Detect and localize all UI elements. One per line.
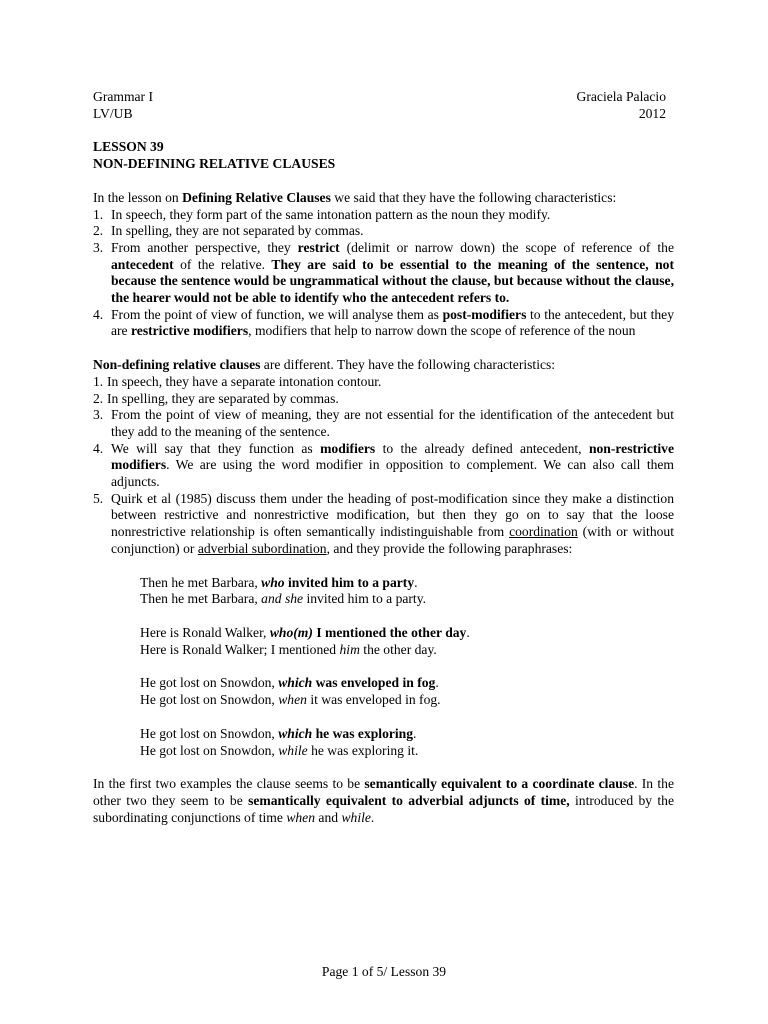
list-item (93, 240, 674, 307)
item-underlined: coordination (509, 524, 578, 540)
intro-paragraph (93, 190, 674, 207)
item-bold: post-modifiers (442, 306, 527, 322)
example-text: . (413, 725, 417, 741)
conclusion-italic: while (341, 809, 371, 825)
item-underlined: adverbial subordination (197, 540, 327, 556)
item-number: 2. (93, 390, 104, 406)
example-relative (140, 575, 674, 592)
lesson-topic: NON-DEFINING RELATIVE CLAUSES (93, 156, 336, 172)
example-text: He got lost on Snowdon, (140, 725, 279, 741)
item-bold: non-restrictive modifiers (111, 440, 674, 473)
intro-text: In the lesson on (93, 189, 183, 205)
conclusion-text: . In the other two they seem to be (93, 776, 674, 808)
relative-pronoun: who(m) (269, 624, 313, 640)
item-text: (delimit or narrow down) the scope of reference of the (339, 239, 675, 255)
example-text: . (414, 574, 418, 590)
course-name: Grammar I (93, 89, 154, 104)
conclusion-bold: semantically equivalent to adverbial adjuncts of time, (248, 792, 570, 808)
relative-pronoun: who (261, 574, 285, 590)
document-page (93, 89, 674, 826)
item-text: . We are using the word modifier in opposition to complement. We can also call them adjuncts. (111, 457, 674, 490)
list-item (93, 407, 674, 440)
item-number: 1. (93, 206, 104, 222)
example-text: . (435, 675, 439, 691)
relative-pronoun: which (278, 725, 313, 741)
example-italic: and she (261, 591, 304, 607)
list-item (93, 374, 674, 391)
example-text: Then he met Barbara, (140, 574, 262, 590)
author-name: Graciela Palacio (576, 89, 666, 104)
example-pair-4 (140, 726, 674, 759)
item-number: 5. (93, 490, 104, 506)
relative-pronoun: which (278, 675, 313, 691)
year: 2012 (638, 105, 666, 121)
example-text: Here is Ronald Walker, (140, 624, 270, 640)
example-text: it was enveloped in fog. (306, 692, 441, 708)
item-text: In speech, they have a separate intonation contour. (107, 373, 382, 389)
item-number: 2. (93, 223, 104, 239)
conclusion-text: introduced by the subordinating conjunctions of time (93, 792, 675, 825)
example-paraphrase (140, 692, 674, 709)
example-paraphrase (140, 743, 674, 760)
intro-text-2: we said that they have the following characteristics: (330, 189, 617, 205)
item-bold: restrict (297, 239, 340, 255)
example-paraphrase (140, 591, 674, 608)
list-item (93, 391, 674, 408)
example-text: the other day. (359, 641, 437, 657)
item-number: 1. (93, 373, 104, 389)
conclusion-italic: when (286, 809, 316, 825)
item-text: In spelling, they are separated by commas. (107, 390, 339, 406)
example-text: he was exploring it. (307, 742, 419, 758)
example-text: He got lost on Snowdon, (140, 692, 279, 708)
item-text: From another perspective, they (111, 239, 298, 255)
example-relative (140, 625, 674, 642)
item-text: to the antecedent, but they are (111, 306, 674, 339)
example-text: Here is Ronald Walker; I mentioned (140, 641, 340, 657)
conclusion-text: and (315, 809, 342, 825)
list-item (93, 207, 674, 224)
example-bold: I mentioned the other day (312, 624, 467, 640)
institution: LV/UB (93, 105, 133, 121)
item-text: to the already defined antecedent, (375, 440, 589, 456)
example-relative (140, 675, 674, 692)
example-text: Then he met Barbara, (140, 591, 262, 607)
item-text: In speech, they form part of the same intonation pattern as the noun they modify. (111, 206, 551, 222)
item-text: of the relative. (173, 256, 272, 272)
example-bold: invited him to a party (284, 574, 415, 590)
item-bold: They are said to be essential to the meaning of the sentence, not because the sentence would be ungrammatical without the clause, but because without the clause, the hearer would not be able to identify who the antecedent refers to. (111, 256, 674, 306)
nondefining-term: Non-defining relative clauses (93, 357, 261, 373)
example-pair-2 (140, 625, 674, 658)
item-bold: modifiers (320, 440, 376, 456)
item-number: 4. (93, 440, 104, 456)
nondefining-intro-text: are different. They have the following characteristics: (260, 357, 556, 373)
example-text: He got lost on Snowdon, (140, 742, 279, 758)
list-item (93, 223, 674, 240)
item-bold: restrictive modifiers (131, 323, 249, 339)
page-footer: Page 1 of 5/ Lesson 39 (321, 964, 447, 979)
conclusion-paragraph (93, 776, 674, 826)
item-text: In spelling, they are not separated by commas. (111, 223, 364, 239)
item-bold: antecedent (111, 256, 174, 272)
example-text: He got lost on Snowdon, (140, 675, 279, 691)
lesson-number: LESSON 39 (93, 139, 164, 155)
nondefining-characteristics-list (93, 374, 674, 558)
example-italic: while (278, 742, 308, 758)
item-text: Quirk et al (1985) discuss them under the heading of post-modification since they make a distinction between restrictive and nonrestrictive modification, but then they go on to say that the loose nonrestrictive relationship is often semantically indistinguishable from (111, 490, 674, 540)
item-number: 4. (93, 306, 104, 322)
example-pair-1 (140, 575, 674, 608)
list-item (93, 307, 674, 340)
defining-characteristics-list (93, 207, 674, 341)
item-text: , modifiers that help to narrow down the scope of reference of the noun (248, 323, 636, 339)
list-item (93, 491, 674, 558)
example-pair-3 (140, 675, 674, 708)
item-text: We will say that they function as (111, 440, 321, 456)
item-number: 3. (93, 239, 104, 255)
example-bold: he was exploring (312, 725, 414, 741)
list-item (93, 441, 674, 491)
conclusion-text: In the first two examples the clause seems to be (93, 776, 365, 792)
item-number: 3. (93, 407, 104, 423)
item-text: , and they provide the following paraphrases: (326, 540, 573, 556)
intro-term: Defining Relative Clauses (182, 189, 331, 205)
conclusion-text: . (370, 809, 375, 825)
header-row-2 (93, 106, 674, 123)
example-text: . (466, 624, 470, 640)
item-text: (with or without conjunction) or (111, 524, 674, 556)
nondefining-intro-paragraph (93, 357, 674, 374)
item-text: From the point of view of function, we will analyse them as (111, 306, 443, 322)
item-text: From the point of view of meaning, they are not essential for the identification of the antecedent but they add to the meaning of the sentence. (111, 407, 674, 439)
header-row-1 (93, 89, 674, 106)
example-italic: him (339, 641, 360, 657)
example-paraphrase (140, 642, 674, 659)
conclusion-bold: semantically equivalent to a coordinate clause (364, 776, 635, 792)
example-bold: was enveloped in fog (312, 675, 436, 691)
example-italic: when (278, 692, 307, 708)
example-relative (140, 726, 674, 743)
example-text: invited him to a party. (303, 591, 427, 607)
